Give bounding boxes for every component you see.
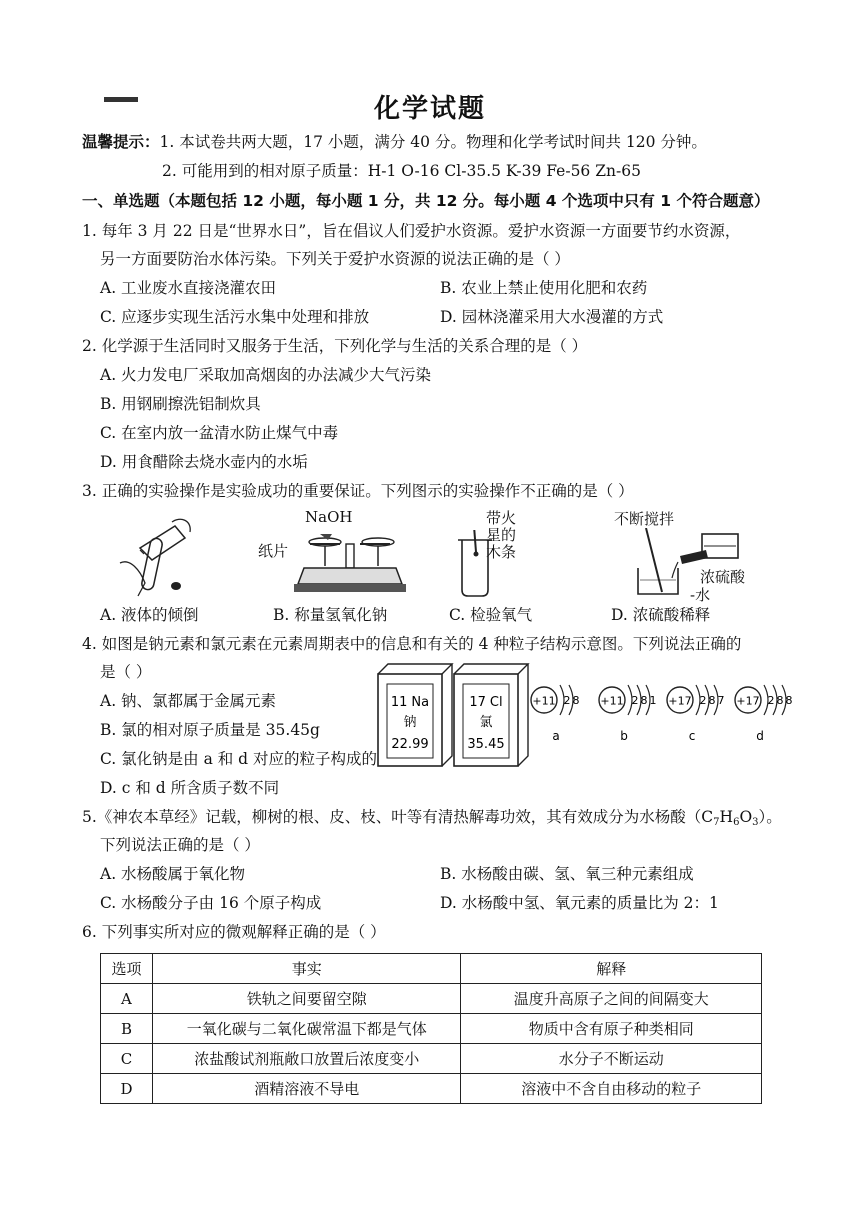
chlorine-mass: 35.45 — [467, 737, 505, 752]
q4-option-b: B. 氯的相对原子质量是 35.45g — [100, 721, 320, 739]
q5-stem-2: 下列说法正确的是（ ） — [100, 836, 260, 854]
chlorine-number-symbol: 17 Cl — [469, 695, 503, 710]
particle-d — [735, 685, 793, 743]
splint-label: 带火 星的 木条 — [486, 509, 517, 561]
acid-dilution-figure — [628, 528, 748, 600]
tips-line-2: 2. 可能用到的相对原子质量：H-1 O-16 Cl-35.5 K-39 Fe-56 Zn-65 — [162, 162, 641, 180]
sodium-mass: 22.99 — [391, 737, 429, 752]
q2-option-a: A. 火力发电厂采取加高烟囱的办法减少大气污染 — [100, 366, 432, 384]
q2-stem: 2. 化学源于生活同时又服务于生活，下列化学与生活的关系合理的是（ ） — [82, 337, 588, 355]
q3-option-c: C. 检验氧气 — [449, 606, 533, 624]
q2-option-d: D. 用食醋除去烧水壶内的水垢 — [100, 453, 308, 471]
particle-diagrams — [528, 676, 798, 748]
q1-stem-2: 另一方面要防治水体污染。下列关于爱护水资源的说法正确的是（ ） — [100, 250, 570, 268]
acid-label: 浓硫酸 — [700, 568, 746, 586]
q5-option-c: C. 水杨酸分子由 16 个原子构成 — [100, 894, 322, 912]
header-fact: 事实 — [152, 954, 461, 984]
q3-option-b: B. 称量氢氧化钠 — [273, 606, 388, 624]
electron-count: 2 — [631, 694, 639, 707]
electron-count: 1 — [649, 694, 657, 707]
q6-stem: 6. 下列事实所对应的微观解释正确的是（ ） — [82, 923, 386, 941]
pouring-liquid-figure — [100, 508, 210, 598]
tips-label: 温馨提示： — [82, 133, 160, 151]
particle-label: c — [688, 729, 696, 743]
q5-option-a: A. 水杨酸属于氧化物 — [100, 865, 246, 883]
table-row: D 酒精溶液不导电 溶液中不含自由移动的粒子 — [101, 1074, 762, 1104]
table-row: A 铁轨之间要留空隙 温度升高原子之间的间隔变大 — [101, 984, 762, 1014]
sodium-name: 钠 — [403, 715, 417, 730]
electron-count: 7 — [717, 694, 725, 707]
particle-b — [599, 685, 657, 743]
q4-option-c: C. 氯化钠是由 a 和 d 对应的粒子构成的 — [100, 750, 378, 768]
stir-label: 不断搅拌 — [614, 510, 675, 528]
nucleus-charge: +17 — [736, 694, 760, 708]
nucleus-charge: +17 — [668, 694, 692, 708]
particle-label: a — [552, 729, 560, 743]
tips-text-1: 1. 本试卷共两大题，17 小题，满分 40 分。物理和化学考试时间共 120 分钟。 — [159, 133, 707, 151]
electron-count: 8 — [708, 694, 716, 707]
q1-option-d: D. 园林浇灌采用大水漫灌的方式 — [440, 308, 664, 326]
nucleus-charge: +11 — [532, 694, 556, 708]
page-title: 化学试题 — [373, 94, 486, 124]
electron-count: 8 — [776, 694, 784, 707]
electron-count: 8 — [640, 694, 648, 707]
q2-option-b: B. 用钢刷擦洗铝制炊具 — [100, 395, 261, 413]
table-header-row — [101, 954, 762, 984]
q1-option-c: C. 应逐步实现生活污水集中处理和排放 — [100, 308, 370, 326]
tips-line-1 — [82, 131, 707, 153]
q5-option-b: B. 水杨酸由碳、氢、氧三种元素组成 — [440, 865, 694, 883]
particle-c — [667, 685, 725, 743]
q3-option-d: D. 浓硫酸稀释 — [611, 606, 711, 624]
q4-option-a: A. 钠、氯都属于金属元素 — [100, 692, 277, 710]
electron-count: 2 — [767, 694, 775, 707]
sodium-number-symbol: 11 Na — [390, 695, 430, 710]
q5-option-d: D. 水杨酸中氢、氧元素的质量比为 2：1 — [440, 894, 719, 912]
paper-label: 纸片 — [258, 542, 289, 560]
electron-count: 8 — [785, 694, 793, 707]
nucleus-charge: +11 — [600, 694, 624, 708]
q5-stem-1: 5.《神农本草经》记载，柳树的根、皮、枝、叶等有清热解毒功效，其有效成分为水杨酸$(C_7H_6O_3)$。 — [82, 808, 782, 828]
q1-option-b: B. 农业上禁止使用化肥和农药 — [440, 279, 648, 297]
electron-count: 8 — [572, 694, 580, 707]
particle-a — [531, 685, 580, 743]
q1-option-a: A. 工业废水直接浇灌农田 — [100, 279, 277, 297]
balance-figure — [290, 526, 410, 598]
periodic-cells-figure — [375, 662, 535, 774]
q3-stem: 3. 正确的实验操作是实验成功的重要保证。下列图示的实验操作不正确的是（ ） — [82, 482, 634, 500]
chlorine-cell — [454, 664, 528, 766]
particle-label: b — [620, 729, 628, 743]
q1-stem-1: 1. 每年 3 月 22 日是“世界水日”，旨在倡议人们爱护水资源。爱护水资源一方面要节约水资源， — [82, 222, 741, 240]
particle-label: d — [756, 729, 764, 743]
sodium-cell — [378, 664, 452, 766]
naoh-label: NaOH — [305, 508, 353, 526]
electron-count: 2 — [563, 694, 571, 707]
chlorine-name: 氯 — [479, 715, 493, 730]
water-label: -水 — [690, 586, 711, 604]
electron-count: 2 — [699, 694, 707, 707]
header-explanation: 解释 — [461, 954, 762, 984]
table-row: C 浓盐酸试剂瓶敞口放置后浓度变小 水分子不断运动 — [101, 1044, 762, 1074]
q4-stem-1: 4. 如图是钠元素和氯元素在元素周期表中的信息和有关的 4 种粒子结构示意图。下列说法正确的 — [82, 635, 742, 653]
q4-stem-2: 是（ ） — [100, 663, 152, 681]
q3-option-a: A. 液体的倾倒 — [100, 606, 199, 624]
section-heading: 一、单选题（本题包括 12 小题，每小题 1 分，共 12 分。每小题 4 个选项中只有 1 个符合题意） — [82, 192, 770, 210]
header-option: 选项 — [101, 954, 153, 984]
q2-option-c: C. 在室内放一盆清水防止煤气中毒 — [100, 424, 339, 442]
facts-table — [100, 953, 762, 1104]
q4-option-d: D. c 和 d 所含质子数不同 — [100, 779, 280, 797]
table-row: B 一氧化碳与二氧化碳常温下都是气体 物质中含有原子种类相同 — [101, 1014, 762, 1044]
